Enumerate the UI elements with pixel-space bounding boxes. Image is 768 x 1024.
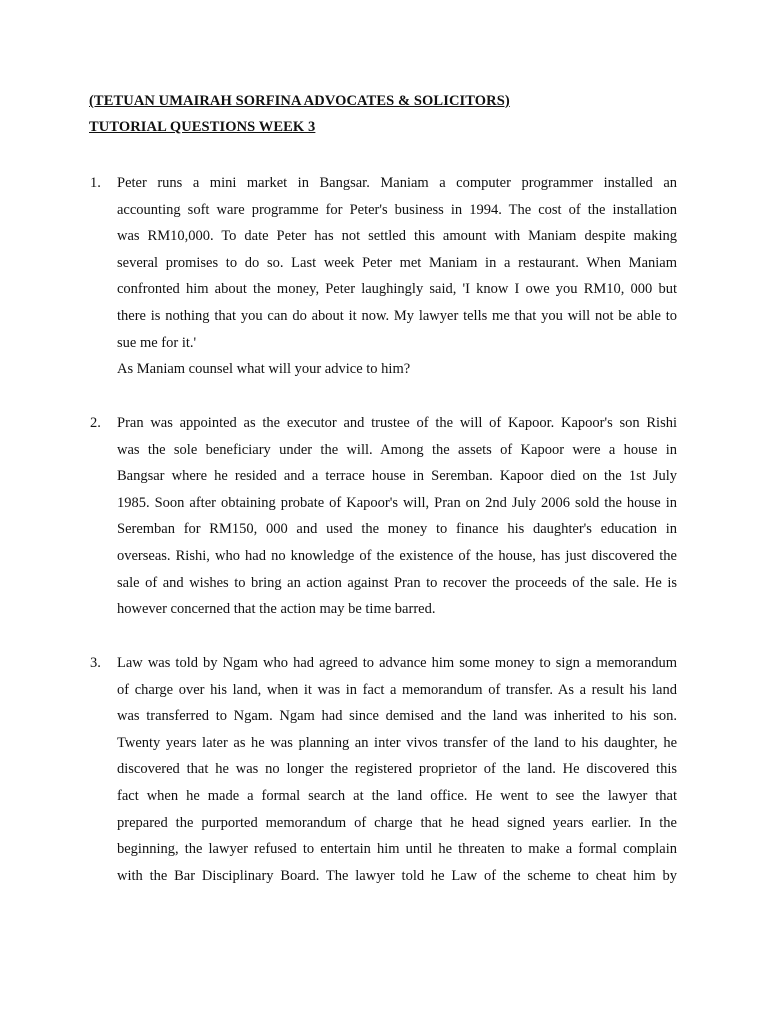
question-number-3: 3. (90, 655, 101, 671)
question-line: confronted him about the money, Peter laughingly said, 'I know I owe you RM10, 000 but (117, 281, 677, 298)
question-3-text (117, 650, 677, 889)
question-line: fact when he made a formal search at the land office. He went to see the lawyer that (117, 787, 677, 804)
question-line: accounting soft ware programme for Peter's business in 1994. The cost of the installation (117, 201, 677, 218)
question-1-text (117, 170, 677, 383)
question-line: several promises to do so. Last week Peter met Maniam in a restaurant. When Maniam (117, 254, 677, 271)
question-line: was transferred to Ngam. Ngam had since demised and the land was inherited to his son. (117, 708, 677, 725)
question-2-text (117, 410, 677, 623)
question-number-1: 1. (90, 175, 101, 191)
question-number-2: 2. (90, 415, 101, 431)
question-line: however concerned that the action may be time barred. (117, 601, 436, 618)
question-line: Bangsar where he resided and a terrace house in Seremban. Kapoor died on the 1st July (117, 468, 677, 485)
question-line: sale of and wishes to bring an action against Pran to recover the proceeds of the sale. He is (117, 574, 677, 591)
question-line: of charge over his land, when it was in fact a memorandum of transfer. As a result his land (117, 681, 677, 698)
question-line: sue me for it.' (117, 334, 197, 351)
question-line: prepared the purported memorandum of charge that he head signed years earlier. In the (117, 814, 677, 831)
question-line: with the Bar Disciplinary Board. The lawyer told he Law of the scheme to cheat him by (117, 867, 677, 884)
question-line: As Maniam counsel what will your advice to him? (117, 361, 411, 378)
question-line: Seremban for RM150, 000 and used the money to finance his daughter's education in (117, 521, 677, 538)
question-line: Pran was appointed as the executor and trustee of the will of Kapoor. Kapoor's son Rishi (117, 415, 677, 431)
question-line: was the sole beneficiary under the will. Among the assets of Kapoor were a house in (117, 441, 677, 458)
question-line: Law was told by Ngam who had agreed to advance him some money to sign a memorandum (117, 655, 677, 671)
question-line: Twenty years later as he was planning an inter vivos transfer of the land to his daughter, he (117, 734, 677, 751)
question-line: overseas. Rishi, who had no knowledge of the existence of the house, has just discovered the (117, 547, 677, 564)
tutorial-heading: TUTORIAL QUESTIONS WEEK 3 (89, 119, 316, 135)
question-line: beginning, the lawyer refused to entertain him until he threaten to make a formal complain (117, 841, 677, 858)
question-line: 1985. Soon after obtaining probate of Kapoor's will, Pran on 2nd July 2006 sold the house in (117, 494, 677, 511)
question-line: was RM10,000. To date Peter has not settled this amount with Maniam despite making (117, 228, 677, 245)
question-line: discovered that he was no longer the registered proprietor of the land. He discovered this (117, 761, 677, 778)
question-line: Peter runs a mini market in Bangsar. Maniam a computer programmer installed an (117, 175, 677, 191)
question-line: there is nothing that you can do about it now. My lawyer tells me that you will not be able to (117, 307, 677, 324)
firm-heading: (TETUAN UMAIRAH SORFINA ADVOCATES & SOLICITORS) (89, 93, 510, 109)
